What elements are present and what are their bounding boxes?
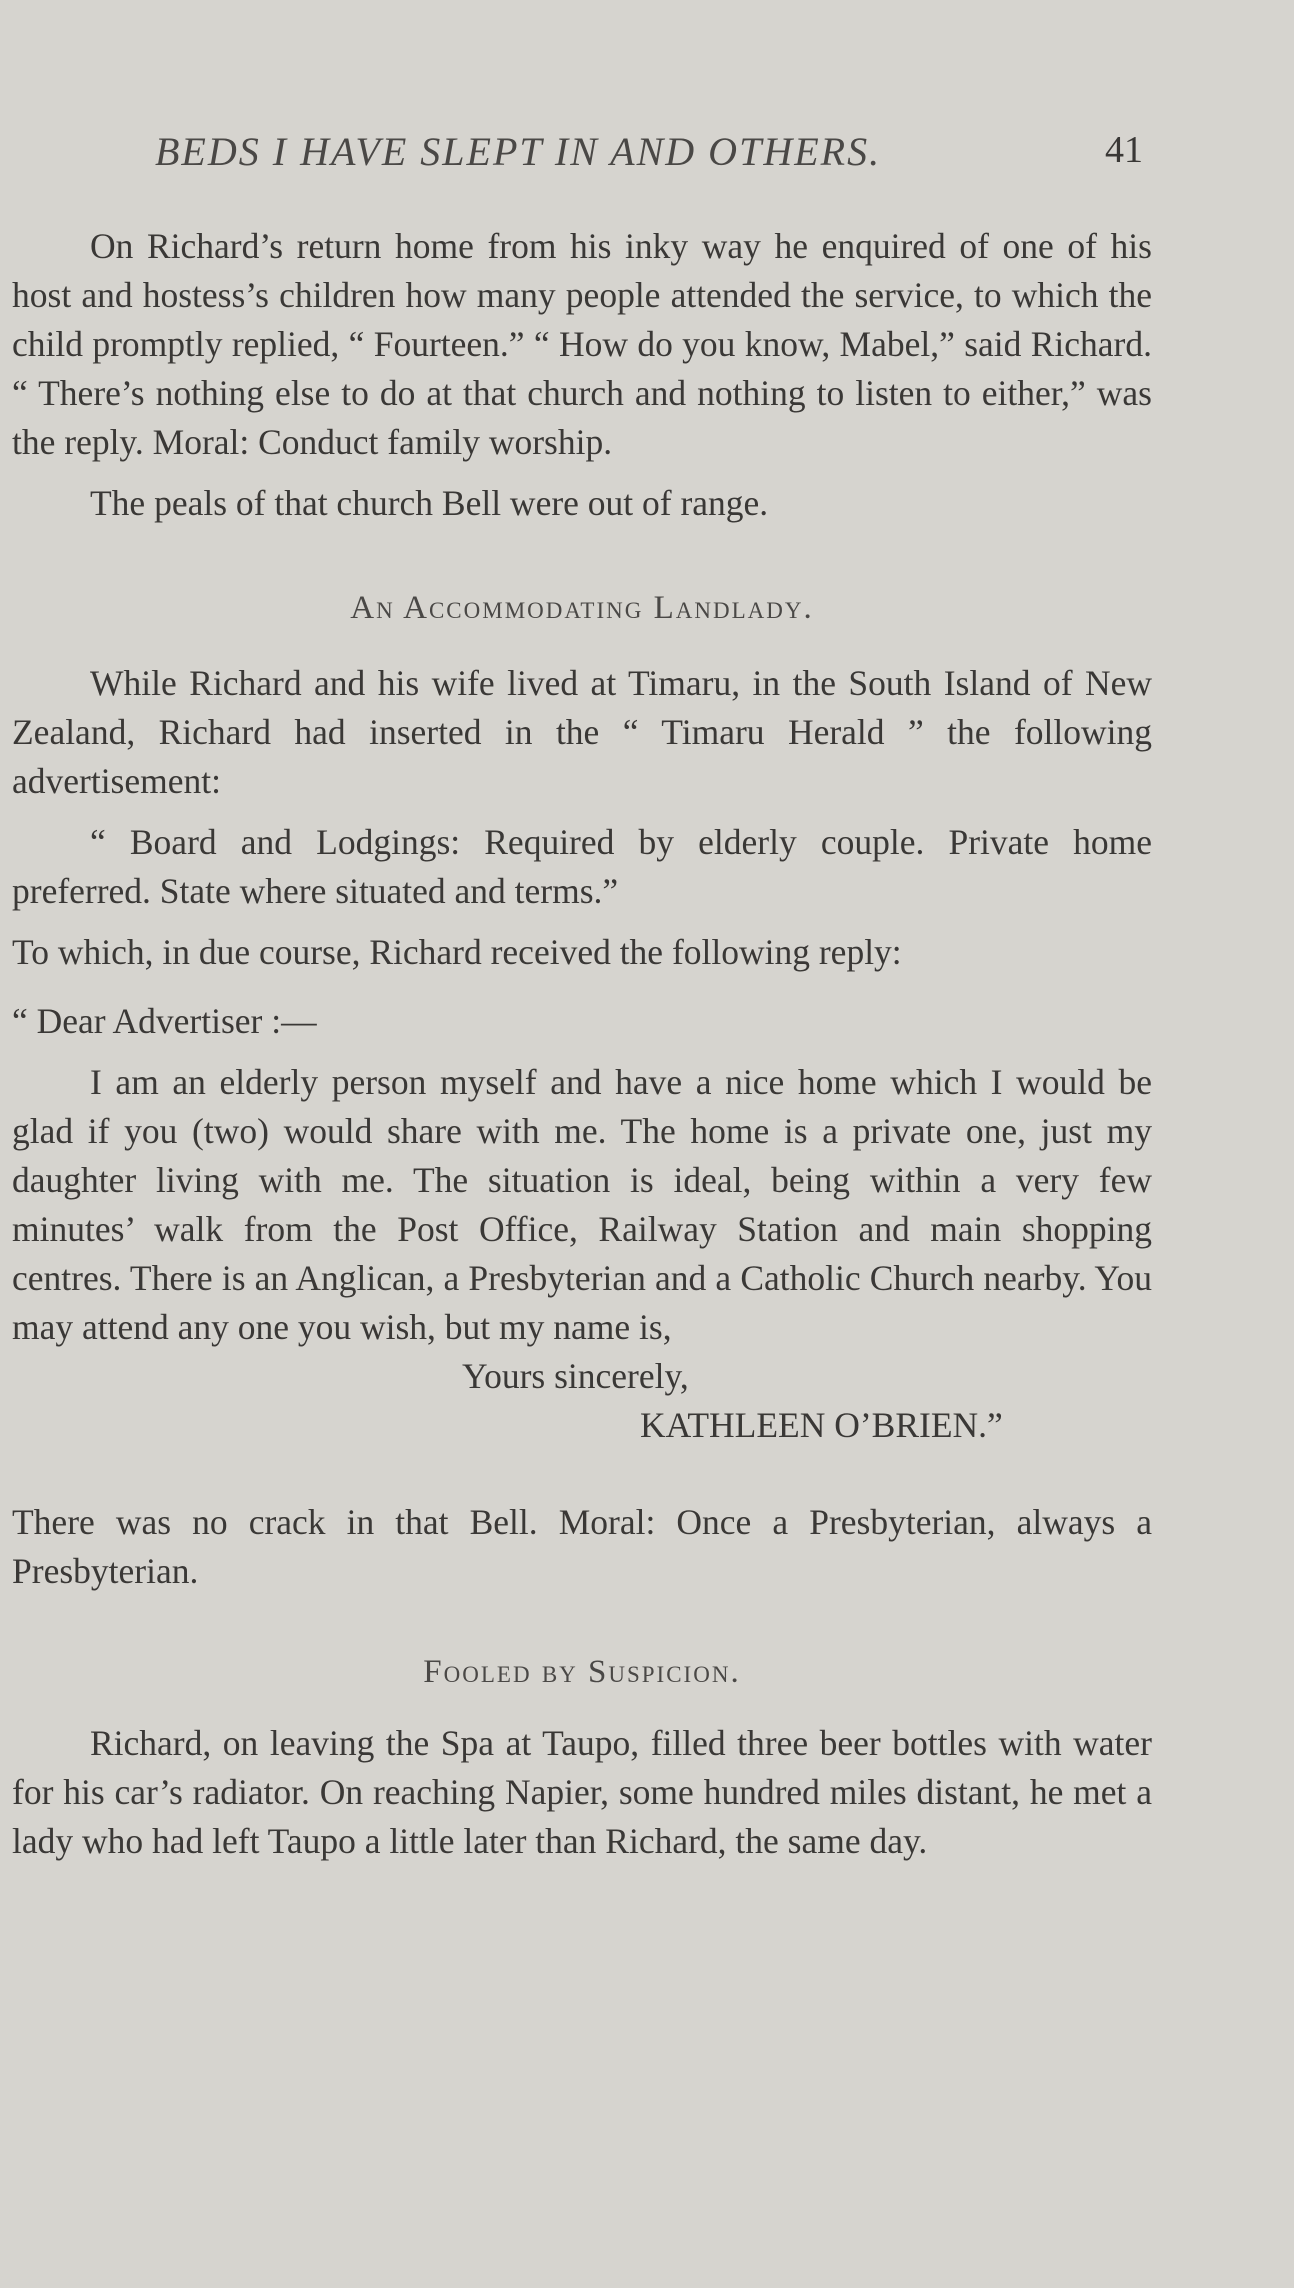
page-number: 41 <box>1105 129 1143 171</box>
paragraph-timaru: While Richard and his wife lived at Timaru, in the South Island of New Zealand, Richard had inserted in the “ Timaru Herald ” the following advertisement: <box>12 663 1152 801</box>
page-header <box>0 128 1294 188</box>
letter-salutation: “ Dear Advertiser :— <box>12 1001 317 1041</box>
paragraph-reply-intro: To which, in due course, Richard received the following reply: <box>12 932 902 972</box>
advertisement-quote: “ Board and Lodgings: Required by elderly couple. Private home preferred. State where situated and terms.” <box>12 822 1152 911</box>
paragraph-church-attendance: On Richard’s return home from his inky way he enquired of one of his host and hostess’s children how many people attended the service, to which the child promptly replied, “ Fourteen.” “ How do you know, Mabel,” said Richard. “ There’s nothing else to do at that church and nothing to listen to either,” was the reply. Moral: Conduct family worship. <box>12 226 1152 462</box>
paragraph-church-bell: The peals of that church Bell were out of range. <box>90 483 769 523</box>
section-heading-suspicion: Fooled by Suspicion. <box>423 1654 741 1690</box>
running-title: BEDS I HAVE SLEPT IN AND OTHERS. <box>155 129 882 174</box>
letter-closing: Yours sincerely, <box>462 1356 689 1396</box>
letter-signature: KATHLEEN O’BRIEN.” <box>640 1405 1003 1445</box>
page-body <box>12 222 1152 1866</box>
paragraph-moral: There was no crack in that Bell. Moral: Once a Presbyterian, always a Presbyterian. <box>12 1502 1152 1591</box>
section-heading-landlady: An Accommodating Landlady. <box>350 590 814 626</box>
paragraph-taupo: Richard, on leaving the Spa at Taupo, filled three beer bottles with water for his car’s radiator. On reaching Napier, some hundred miles distant, he met a lady who had left Taupo a little later than Richard, the same day. <box>12 1723 1152 1861</box>
letter-body: I am an elderly person myself and have a nice home which I would be glad if you (two) would share with me. The home is a private one, just my daughter living with me. The situation is ideal, being within a very few minutes’ walk from the Post Office, Railway Station and main shopping centres. There is an Anglican, a Presbyterian and a Catholic Church nearby. You may attend any one you wish, but my name is, <box>12 1062 1152 1347</box>
